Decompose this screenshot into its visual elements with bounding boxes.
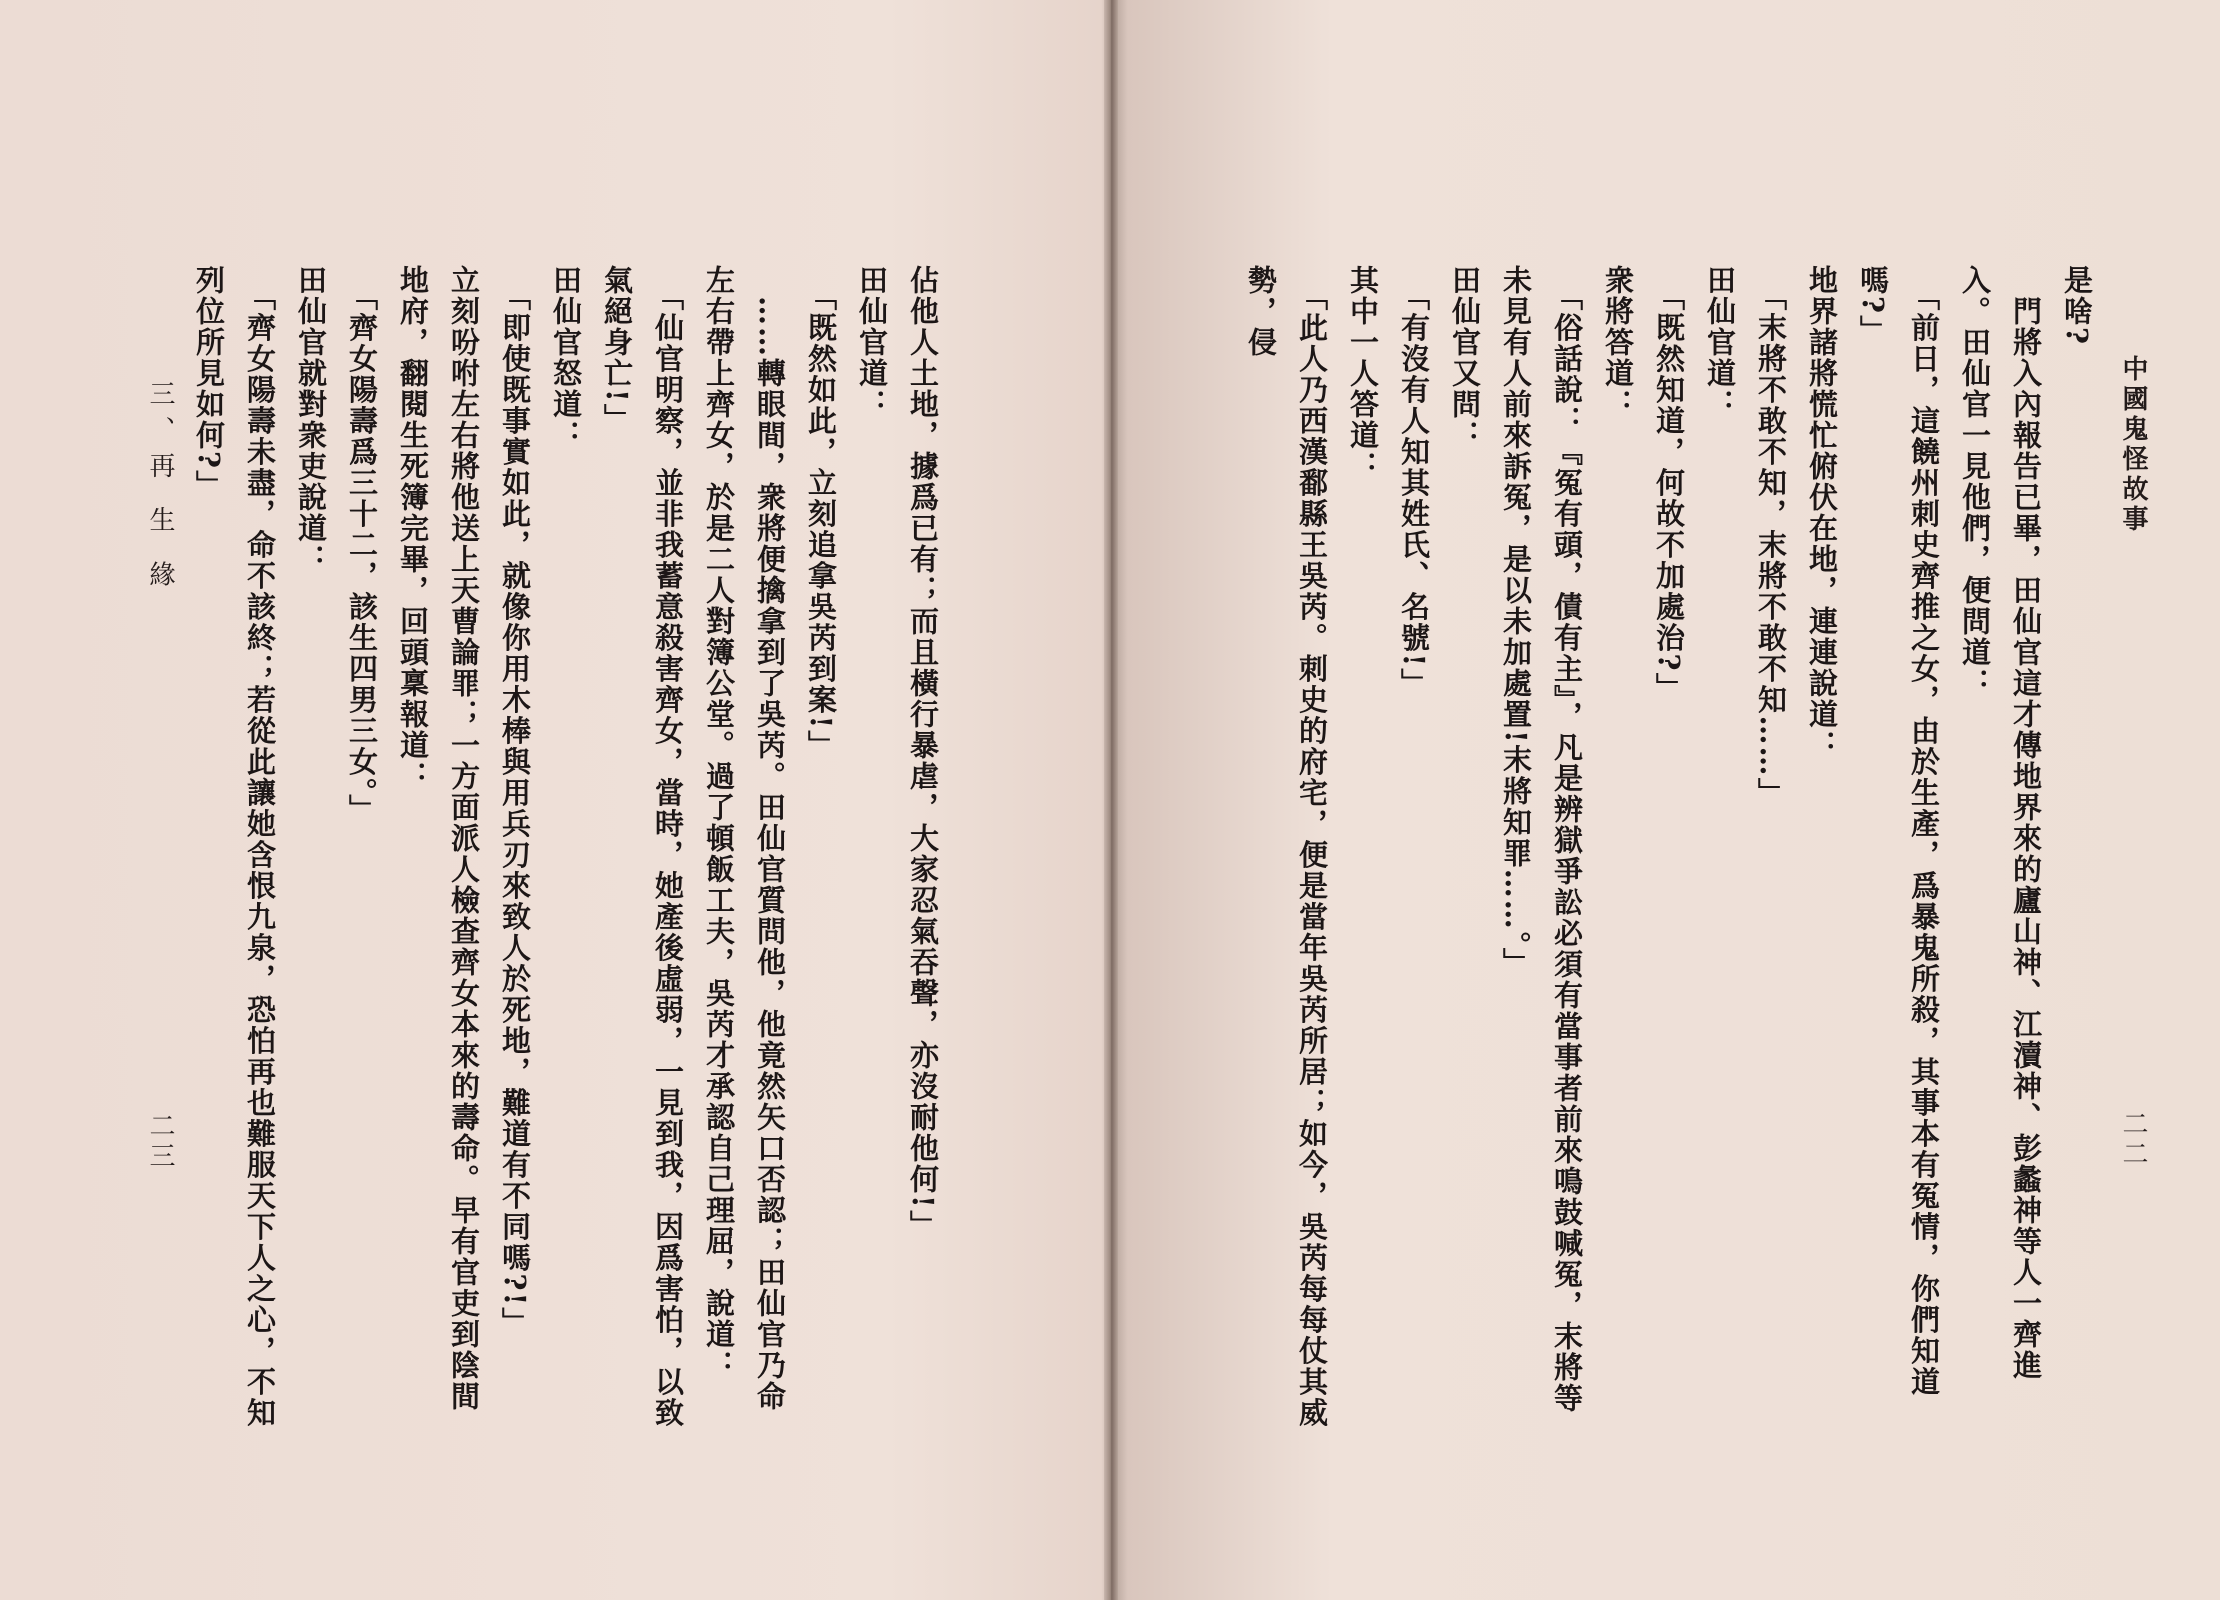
- paragraph: 田仙官道：: [1703, 265, 1737, 420]
- paragraph: 「齊女陽壽爲三十二，該生四男三女。」: [345, 265, 379, 825]
- chapter-title: 三、再 生 緣: [145, 380, 175, 597]
- paragraph: 「俗話說：『冤有頭，債有主』，凡是辨獄爭訟必須有當事者前來鳴鼓喊冤，末將等未見有人前來訴冤，是以未加處置!末將知罪……。」: [1499, 265, 1584, 1414]
- paragraph: 地界諸將慌忙俯伏在地，連連說道：: [1805, 265, 1839, 761]
- paragraph: 田仙官就對衆吏說道：: [294, 265, 328, 575]
- paragraph: 佔他人土地，據爲已有；而且橫行暴虐，大家忍氣吞聲，亦沒耐他何!」: [906, 265, 940, 1241]
- paragraph: 田仙官怒道：: [549, 265, 583, 451]
- paragraph: 「即使既事實如此，就像你用木棒與用兵刃來致人於死地，難道有不同嗎?!」: [498, 265, 532, 1339]
- paragraph: 立刻吩咐左右將他送上天曹論罪；一方面派人檢查齊女本來的壽命。早有官吏到陰間地府，翻閱生死簿完畢，回頭稟報道：: [396, 265, 481, 1412]
- left-page-body: [128, 265, 948, 1435]
- paragraph: 「齊女陽壽未盡，命不該終；若從此讓她含恨九泉，恐怕再也難服天下人之心，不知列位所見如何?」: [192, 265, 277, 1429]
- right-page: [1114, 0, 2220, 1600]
- paragraph: 門將入內報告已畢，田仙官這才傳地界來的廬山神、江瀆神、彭蠡神等人一齊進入。田仙官一見他們，便問道：: [1958, 265, 2043, 1381]
- paragraph: 「前日，這饒州刺史齊推之女，由於生產，爲暴鬼所殺，其事本有冤情，你們知道嗎?」: [1856, 265, 1941, 1398]
- page-number: 二二: [2118, 1110, 2148, 1170]
- right-page-body: [1244, 265, 2102, 1435]
- paragraph: 是啥?: [2060, 265, 2094, 346]
- paragraph: 「仙官明察，並非我蓄意殺害齊女，當時，她產後虛弱，一見到我，因爲害怕，以致氣絕身亡!」: [600, 265, 685, 1429]
- paragraph: 「末將不敢不知，末將不敢不知……」: [1754, 265, 1788, 809]
- paragraph: 「此人乃西漢鄱縣王吳芮。刺史的府宅，便是當年吳芮所居；如今，吳芮每每仗其威勢，侵: [1244, 265, 1329, 1429]
- left-page: [0, 0, 1108, 1600]
- paragraph: 田仙官又問：: [1448, 265, 1482, 451]
- page-number: 二三: [145, 1112, 175, 1172]
- paragraph: 「有沒有人知其姓氏、名號!」: [1397, 265, 1431, 700]
- paragraph: ……轉眼間，衆將便擒拿到了吳芮。田仙官質問他，他竟然矢口否認；田仙官乃命左右帶上齊女，於是二人對簿公堂。過了頓飯工夫，吳芮才承認自己理屈，說道：: [702, 265, 787, 1412]
- paragraph: 衆將答道：: [1601, 265, 1635, 420]
- paragraph: 其中一人答道：: [1346, 265, 1380, 482]
- paragraph: 田仙官道：: [855, 265, 889, 420]
- running-header: 中國鬼怪故事: [2118, 355, 2148, 535]
- paragraph: 「既然如此，立刻追拿吳芮到案!」: [804, 265, 838, 762]
- paragraph: 「既然知道，何故不加處治?」: [1652, 265, 1686, 704]
